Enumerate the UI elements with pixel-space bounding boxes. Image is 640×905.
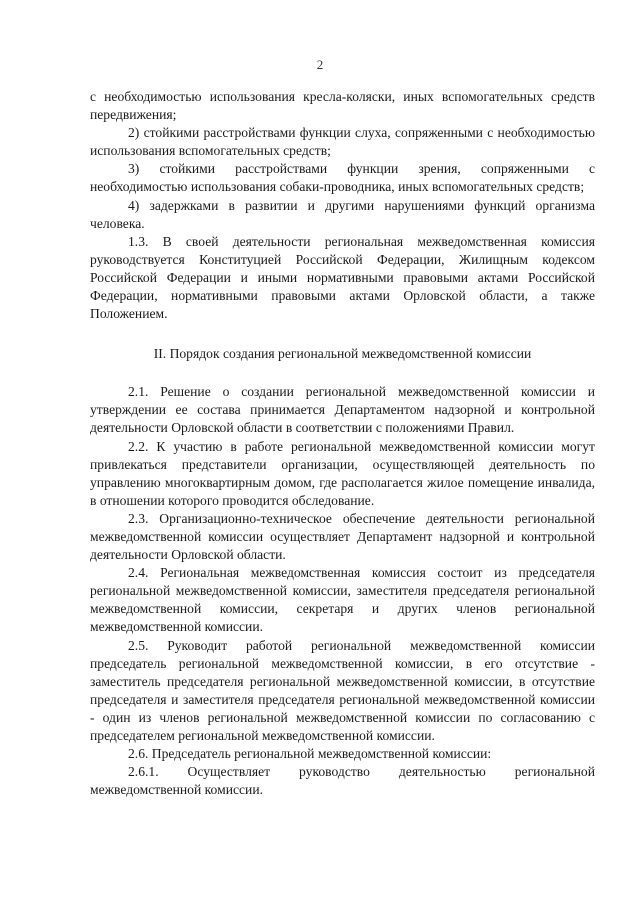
paragraph-item-4: 4) задержками в развитии и другими нарушениями функций организма человека.	[90, 197, 595, 231]
paragraph-2-1: 2.1. Решение о создании региональной межведомственной комиссии и утверждении ее состава принимается Департаментом надзорной и контрольной деятельности Орловской области в соответствии с положениями Правил.	[90, 384, 595, 436]
paragraph-2-5: 2.5. Руководит работой региональной межведомственной комиссии председатель региональной межведомственной комиссии, в его отсутствие - заместитель председателя региональной межведомственной комиссии, в отсутствие председателя и заместителя председателя региональной межведомственной комиссии - один из членов региональной межведомственной комиссии по согласованию с председателем региональной межведомственной комиссии.	[90, 637, 595, 743]
paragraph-2-2: 2.2. К участию в работе региональной межведомственной комиссии могут привлекаться представители организации, осуществляющей деятельность по управлению многоквартирным домом, где располагается жилое помещение инвалида, в отношении которого проводится обследование.	[90, 438, 595, 508]
section-heading: II. Порядок создания региональной межведомственной комиссии	[153, 346, 532, 362]
paragraph-2-4: 2.4. Региональная межведомственная комиссия состоит из председателя региональной межведомственной комиссии, заместителя председателя региональной межведомственной комиссии, секретаря и других членов региональной межведомственной комиссии.	[90, 565, 595, 635]
paragraph-continuation: с необходимостью использования кресла-коляски, иных вспомогательных средств передвижения;	[90, 89, 595, 123]
paragraph-item-3: 3) стойкими расстройствами функции зрения, сопряженными с необходимостью использования собаки-проводника, иных вспомогательных средств;	[90, 161, 595, 195]
document-body	[90, 88, 595, 799]
paragraph-2-3: 2.3. Организационно-техническое обеспечение деятельности региональной межведомственной комиссии осуществляет Департамент надзорной и контрольной деятельности Орловской области.	[90, 510, 595, 563]
paragraph-2-6-1: 2.6.1. Осуществляет руководство деятельностью региональной межведомственной комиссии.	[90, 764, 595, 798]
paragraph-item-2: 2) стойкими расстройствами функции слуха, сопряженными с необходимостью использования вспомогательных средств;	[90, 125, 595, 159]
page-number: 2	[316, 57, 324, 72]
paragraph-1-3: 1.3. В своей деятельности региональная межведомственная комиссия руководствуется Конституцией Российской Федерации, Жилищным кодексом Российской Федерации и иными нормативными правовыми актами Российской Федерации, нормативными правовыми актами Орловской области, а также Положением.	[90, 233, 595, 322]
paragraph-2-6: 2.6. Председатель региональной межведомственной комиссии:	[128, 746, 492, 762]
